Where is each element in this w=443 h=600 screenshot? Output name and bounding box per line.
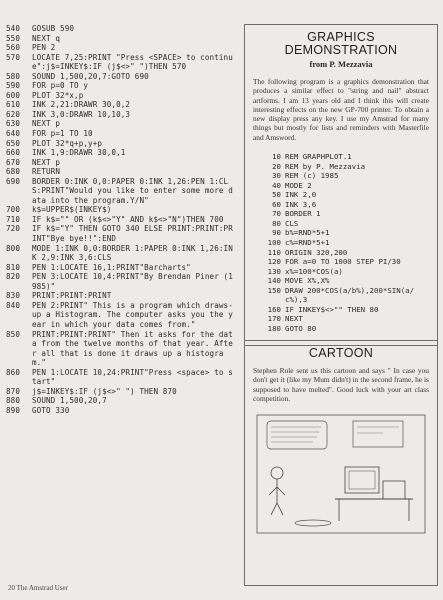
code-line [259, 267, 429, 277]
line-number: 50 [272, 190, 281, 200]
cartoon-illustration [253, 411, 429, 539]
line-number: 600 [6, 90, 21, 100]
line-number: 680 [6, 167, 21, 177]
graphics-title-2: DEMONSTRATION [284, 43, 398, 57]
basic-listing-graphplot [259, 152, 429, 333]
line-number: 580 [6, 71, 21, 81]
code-line [259, 257, 429, 267]
line-number: 620 [6, 109, 21, 119]
code-line [6, 72, 234, 82]
code-line [259, 324, 429, 334]
code-line [6, 205, 234, 215]
line-code: CLS [285, 218, 299, 228]
line-code: SOUND 1,500,20,7 [32, 396, 107, 406]
line-number: 170 [267, 314, 281, 324]
code-line [259, 314, 429, 324]
line-code: FOR a=0 TO 1000 STEP PI/30 [285, 257, 401, 267]
code-line [6, 406, 234, 416]
line-code: NEXT p [32, 119, 61, 129]
code-line [6, 396, 234, 406]
line-number: 90 [272, 228, 281, 238]
cartoon-box [244, 340, 438, 586]
line-number: 70 [272, 209, 281, 219]
line-code: ORIGIN 320,200 [285, 247, 348, 257]
line-code: REM (c) 1985 [285, 171, 339, 181]
code-line [259, 276, 429, 286]
code-line [6, 263, 234, 273]
line-code: PLOT 32*x,p [32, 90, 84, 100]
line-code: GOTO 80 [285, 323, 317, 333]
line-code: NEXT q [32, 33, 61, 43]
code-line [6, 148, 234, 158]
graphics-title-1: GRAPHICS [307, 30, 375, 44]
code-line [259, 238, 429, 248]
line-number: 800 [6, 243, 21, 253]
code-line [6, 91, 234, 101]
code-line [6, 224, 234, 243]
line-number: 870 [6, 386, 21, 396]
graphics-intro: The following program is a graphics demonstration that produces a similar effect to "string and nail" abstract artforms. I am 13 years old and I think this will create interesting effects on the new GP-700 printer. To obtain a new display press any key. I use my Amstrad for many things but mostly for lists and reminders with Masterfile and Amsword. [253, 77, 429, 142]
code-line [6, 53, 234, 72]
code-line [6, 24, 234, 34]
code-line [6, 244, 234, 263]
code-line [6, 34, 234, 44]
line-number: 630 [6, 119, 21, 129]
cartoon-drawing [253, 411, 429, 511]
line-number: 20 [272, 161, 281, 171]
code-line [259, 228, 429, 238]
line-number: 150 [267, 285, 281, 295]
line-code: j$=INKEY$:IF (j$<>" ") THEN 870 [32, 386, 177, 396]
line-number: 720 [6, 224, 21, 234]
code-line [259, 209, 429, 219]
line-code: IF k$="" OR (k$<>"Y" AND k$<>"N")THEN 700 [32, 214, 224, 224]
line-code: RETURN [32, 167, 61, 177]
line-code: FOR p=0 TO y [32, 81, 89, 91]
line-number: 890 [6, 405, 21, 415]
line-number: 130 [267, 266, 281, 276]
line-number: 700 [6, 205, 21, 215]
line-code: x%=100*COS(a) [285, 266, 343, 276]
line-number: 880 [6, 396, 21, 406]
line-code: BORDER 0:INK 0,0:PAPER 0:INK 1,26:PEN 1:CLS:PRINT"Would you like to enter some more data into the program.Y/N" [32, 176, 233, 205]
line-code: GOTO 330 [32, 405, 70, 415]
line-code: PRINT:PRINT:PRINT [32, 291, 112, 301]
line-code: PRINT:PRINT:PRINT" Then it asks for the data from the twelve months of that year. After all that is done it draws up a histogram." [32, 329, 233, 368]
code-line [6, 139, 234, 149]
line-number: 80 [272, 218, 281, 228]
line-code: NEXT p [32, 157, 61, 167]
line-code: PEN 1:LOCATE 10,24:PRINT"Press <space> to start" [32, 367, 233, 387]
line-number: 640 [6, 129, 21, 139]
line-number: 860 [6, 367, 21, 377]
line-number: 570 [6, 52, 21, 62]
line-code: IF INKEY$<>"" THEN 80 [285, 304, 379, 314]
line-number: 540 [6, 24, 21, 33]
cartoon-title: CARTOON [308, 346, 374, 360]
line-code: PEN 3:LOCATE 10,4:PRINT"By Brendan Piner (1985)" [32, 272, 233, 291]
code-line [6, 129, 234, 139]
line-code: b%=RND*5+1 [285, 228, 330, 238]
code-line [259, 181, 429, 191]
line-number: 690 [6, 176, 21, 186]
line-number: 60 [272, 199, 281, 209]
line-code: k$=UPPER$(INKEY$) [32, 205, 112, 215]
line-number: 610 [6, 100, 21, 110]
basic-listing-barcharts [6, 24, 234, 415]
line-number: 650 [6, 138, 21, 148]
line-number: 120 [267, 257, 281, 267]
code-line [259, 190, 429, 200]
line-number: 810 [6, 262, 21, 272]
line-code: REM GRAPHPLOT.1 [285, 152, 352, 162]
line-number: 850 [6, 329, 21, 339]
code-line [6, 100, 234, 110]
code-line [6, 158, 234, 168]
code-line [6, 43, 234, 53]
code-line [6, 119, 234, 129]
code-line [6, 177, 234, 206]
line-number: 10 [272, 152, 281, 162]
line-number: 560 [6, 43, 21, 53]
line-number: 820 [6, 272, 21, 282]
line-number: 140 [267, 276, 281, 286]
code-line [6, 368, 234, 387]
line-code: PEN 2:PRINT" This is a program which draws-up a Histogram. The computer asks you the year in which your data comes from." [32, 300, 233, 329]
line-code: NEXT [285, 314, 303, 324]
code-line [6, 330, 234, 368]
code-line [6, 301, 234, 330]
code-line [6, 215, 234, 225]
code-line [259, 305, 429, 315]
cartoon-text: Stephen Rule sent us this cartoon and says " In case you don't get it (like my Mum didn't) in the second frame, he is supposed to have melted". Good luck with your art class competition. [253, 366, 429, 403]
line-code: INK 2,21:DRAWR 30,0,2 [32, 100, 131, 110]
line-code: PEN 2 [32, 43, 56, 53]
line-code: GOSUB 590 [32, 24, 75, 33]
line-number: 710 [6, 214, 21, 224]
graphics-demo-box [244, 24, 438, 346]
line-code: FOR p=1 TO 10 [32, 129, 93, 139]
line-code: PLOT 32*q+p,y+p [32, 138, 103, 148]
line-code: BORDER 1 [285, 209, 321, 219]
code-line [259, 152, 429, 162]
page-footer: 20 The Amstrad User [8, 584, 68, 592]
line-number: 40 [272, 180, 281, 190]
code-line [259, 171, 429, 181]
line-code: DRAW 200*COS(a/b%),200*SIN(a/c%),3 [285, 285, 415, 305]
line-code: PEN 1:LOCATE 16,1:PRINT"Barcharts" [32, 262, 191, 272]
line-code: c%=RND*5+1 [285, 238, 330, 247]
code-line [259, 219, 429, 229]
line-code: INK 1,9:DRAWR 30,0,1 [32, 148, 126, 158]
line-code: REM by P. Mezzavia [285, 161, 366, 171]
line-code: MOVE X%,X% [285, 276, 330, 286]
code-line [6, 167, 234, 177]
line-code: INK 3,6 [285, 199, 317, 209]
line-code: MODE 1:INK 0,0:BORDER 1:PAPER 0:INK 1,26:INK 2,9:INK 3,6:CLS [32, 243, 233, 263]
code-line [6, 387, 234, 397]
code-line [6, 81, 234, 91]
line-number: 110 [267, 247, 281, 257]
line-code: IF k$="Y" THEN GOTO 340 ELSE PRINT:PRINT:PRINT"Bye bye!!":END [32, 224, 233, 244]
line-code: INK 2,0 [285, 190, 317, 200]
line-number: 840 [6, 300, 21, 310]
code-line [259, 286, 429, 305]
code-line [6, 272, 234, 291]
line-number: 160 [267, 304, 281, 314]
code-line [259, 200, 429, 210]
line-number: 670 [6, 157, 21, 167]
code-line [6, 291, 234, 301]
line-number: 100 [267, 238, 281, 247]
graphics-byline: from P. Mezzavia [309, 59, 373, 69]
line-code: INK 3,0:DRAWR 10,10,3 [32, 109, 131, 119]
code-line [259, 248, 429, 258]
line-number: 830 [6, 291, 21, 301]
line-code: SOUND 1,500,20,7:GOTO 690 [32, 71, 149, 81]
line-code: LOCATE 7,25:PRINT "Press <SPACE> to continue":j$=INKEY$:IF (j$<>" ")THEN 570 [32, 52, 233, 72]
code-line [259, 162, 429, 172]
right-column [244, 24, 438, 346]
line-number: 590 [6, 81, 21, 91]
line-number: 30 [272, 171, 281, 181]
line-number: 550 [6, 33, 21, 43]
line-code: MODE 2 [285, 180, 312, 190]
code-line [6, 110, 234, 120]
line-number: 180 [267, 323, 281, 333]
line-number: 660 [6, 148, 21, 158]
